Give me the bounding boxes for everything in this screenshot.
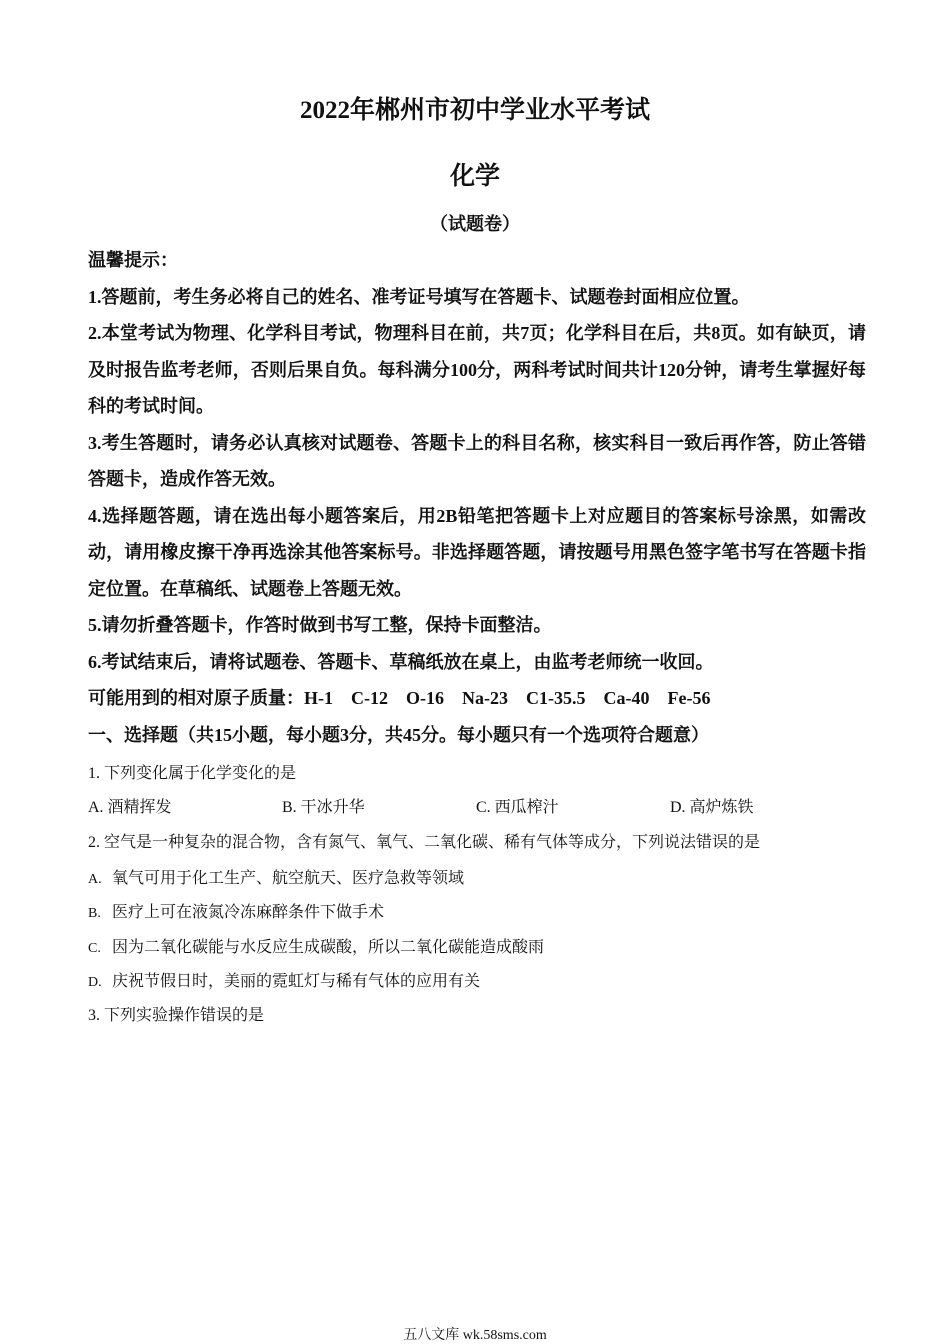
paper-type: （试题卷） (430, 214, 520, 234)
note-item-3: 3.考生答题时，请务必认真核对试题卷、答题卡上的科目名称，核实科目一致后再作答，防止答错答题卡，造成作答无效。 (88, 432, 866, 489)
exam-title: 2022年郴州市初中学业水平考试 (299, 97, 650, 124)
question-1-stem: 1. 下列变化属于化学变化的是 (88, 765, 297, 782)
q2-option-d-letter: D. (88, 975, 102, 990)
question-1-options (88, 794, 866, 817)
q2-option-b (88, 899, 384, 922)
q2-option-b-letter: B. (88, 906, 101, 921)
q1-option-b: B. 干冰升华 (282, 799, 365, 816)
q2-option-c-text: 因为二氧化碳能与水反应生成碳酸，所以二氧化碳能造成酸雨 (112, 939, 545, 956)
q2-option-b-text: 医疗上可在液氮冷冻麻醉条件下做手术 (112, 904, 385, 921)
q1-option-c: C. 西瓜榨汁 (476, 799, 559, 816)
notes-heading: 温馨提示： (88, 250, 178, 270)
section-heading: 一、选择题（共15小题，每小题3分，共45分。每小题只有一个选项符合题意） (88, 724, 709, 745)
q1-option-d: D. 高炉炼铁 (670, 799, 754, 816)
note-item-2: 2.本堂考试为物理、化学科目考试，物理科目在前，共7页；化学科目在后，共8页。如有缺页，请及时报告监考老师，否则后果自负。每科满分100分，两科考试时间共计120分钟，请考生掌握好每科的考试时间。 (88, 323, 866, 416)
question-3-stem: 3. 下列实验操作错误的是 (88, 1007, 265, 1024)
note-item-6: 6.考试结束后，请将试题卷、答题卡、草稿纸放在桌上，由监考老师统一收回。 (88, 651, 714, 672)
q2-option-a-letter: A. (88, 872, 102, 887)
footer-watermark: 五八文库 wk.58sms.com (403, 1328, 547, 1343)
question-2-stem: 2. 空气是一种复杂的混合物，含有氮气、氧气、二氧化碳、稀有气体等成分，下列说法错误的是 (88, 834, 761, 851)
q2-option-c-letter: C. (88, 941, 101, 956)
q2-option-a (88, 865, 464, 888)
atomic-masses: 可能用到的相对原子质量：H-1 C-12 O-16 Na-23 C1-35.5 Ca-40 Fe-56 (88, 688, 711, 708)
instructions-block (88, 242, 866, 753)
note-item-4: 4.选择题答题，请在选出每小题答案后，用2B铅笔把答题卡上对应题目的答案标号涂黑，如需改动，请用橡皮擦干净再选涂其他答案标号。非选择题答题，请按题号用黑色签字笔书写在答题卡指定位置。在草稿纸、试题卷上答题无效。 (88, 505, 866, 599)
q1-option-a: A. 酒精挥发 (88, 799, 172, 816)
q2-option-c (88, 934, 544, 957)
subject-title: 化学 (449, 163, 500, 190)
q2-option-d-text: 庆祝节假日时，美丽的霓虹灯与稀有气体的应用有关 (112, 973, 481, 990)
q2-option-d (88, 968, 480, 991)
note-item-1: 1.答题前，考生务必将自己的姓名、准考证号填写在答题卡、试题卷封面相应位置。 (88, 286, 750, 307)
note-item-5: 5.请勿折叠答题卡，作答时做到书写工整，保持卡面整洁。 (88, 615, 552, 635)
q2-option-a-text: 氧气可用于化工生产、航空航天、医疗急救等领域 (112, 870, 465, 887)
